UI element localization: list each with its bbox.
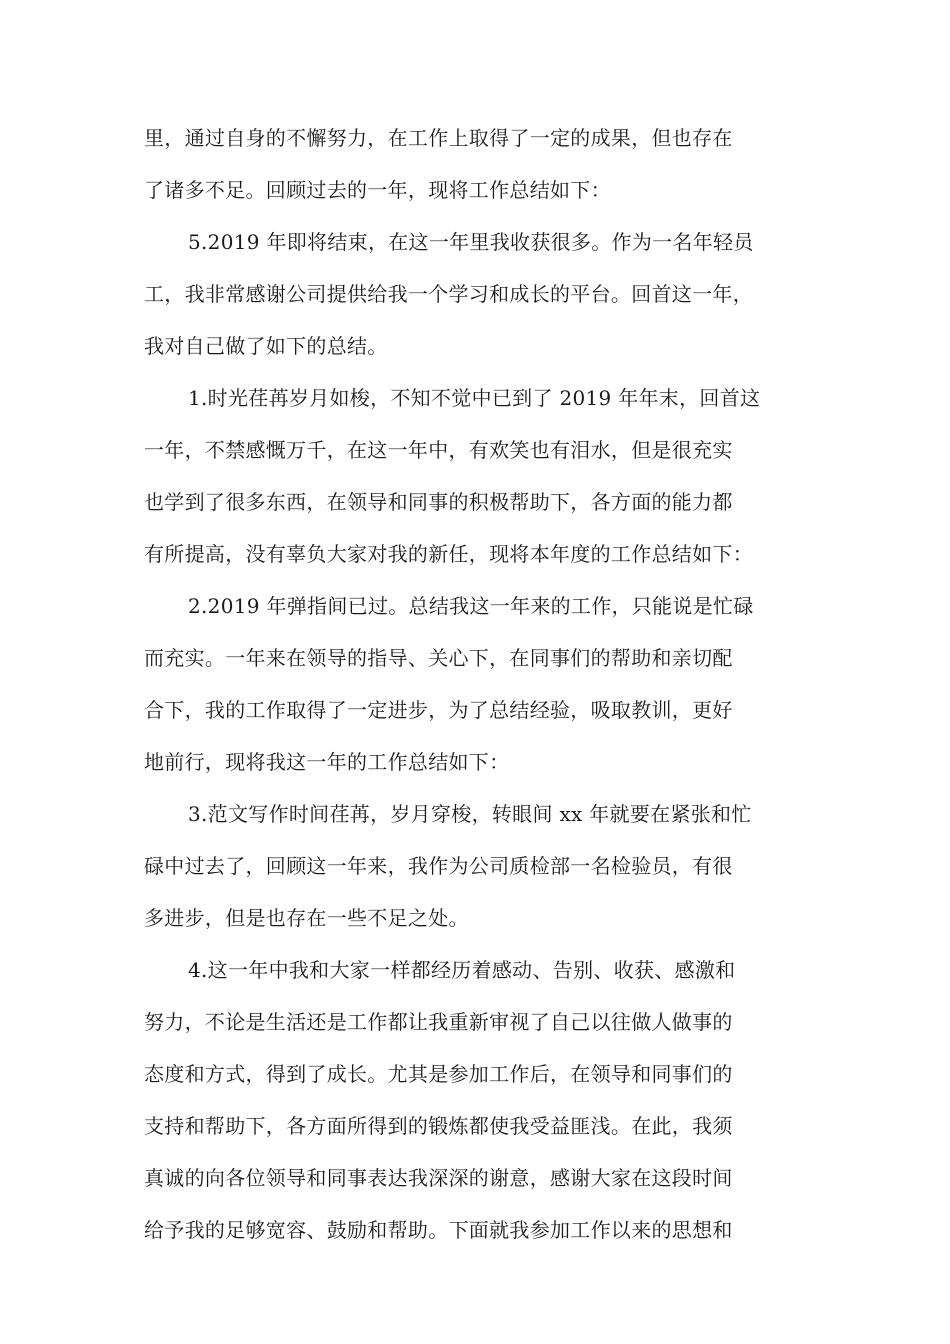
paragraph-line: 也学到了很多东西，在领导和同事的积极帮助下，各方面的能力都 <box>144 490 733 514</box>
paragraph-line: 一年，不禁感慨万千，在这一年中，有欢笑也有泪水，但是很充实 <box>144 438 733 462</box>
paragraph-first-line: 4.这一年中我和大家一样都经历着感动、告别、收获、感激和 <box>188 958 736 982</box>
paragraph-line: 我对自己做了如下的总结。 <box>144 334 388 358</box>
paragraph-line: 合下，我的工作取得了一定进步，为了总结经验，吸取教训，更好 <box>144 698 733 722</box>
paragraph-line: 碌中过去了，回顾这一年来，我作为公司质检部一名检验员，有很 <box>144 854 733 878</box>
paragraph-line: 支持和帮助下，各方面所得到的锻炼都使我受益匪浅。在此，我须 <box>144 1114 733 1138</box>
paragraph-line: 给予我的足够宽容、鼓励和帮助。下面就我参加工作以来的思想和 <box>144 1218 733 1242</box>
paragraph-line: 地前行，现将我这一年的工作总结如下： <box>144 750 510 774</box>
paragraph-line: 有所提高，没有辜负大家对我的新任，现将本年度的工作总结如下： <box>144 542 753 566</box>
document-body <box>144 119 808 1263</box>
paragraph-first-line: 5.2019 年即将结束，在这一年里我收获很多。作为一名年轻员 <box>188 230 754 254</box>
paragraph-line: 多进步，但是也存在一些不足之处。 <box>144 906 469 930</box>
paragraph-line: 态度和方式，得到了成长。尤其是参加工作后，在领导和同事们的 <box>144 1062 733 1086</box>
paragraph-first-line: 2.2019 年弹指间已过。总结我这一年来的工作，只能说是忙碌 <box>188 594 754 618</box>
paragraph-line: 里，通过自身的不懈努力，在工作上取得了一定的成果，但也存在 <box>144 126 733 150</box>
paragraph-line: 真诚的向各位领导和同事表达我深深的谢意，感谢大家在这段时间 <box>144 1166 733 1190</box>
paragraph-line: 而充实。一年来在领导的指导、关心下，在同事们的帮助和亲切配 <box>144 646 733 670</box>
paragraph-line: 工，我非常感谢公司提供给我一个学习和成长的平台。回首这一年， <box>144 282 753 306</box>
paragraph-line: 了诸多不足。回顾过去的一年，现将工作总结如下： <box>144 178 611 202</box>
paragraph-first-line: 1.时光荏苒岁月如梭，不知不觉中已到了 2019 年年末，回首这 <box>188 386 761 410</box>
paragraph-first-line: 3.范文写作时间荏苒，岁月穿梭，转眼间 xx 年就要在紧张和忙 <box>188 802 752 826</box>
paragraph-line: 努力，不论是生活还是工作都让我重新审视了自己以往做人做事的 <box>144 1010 733 1034</box>
